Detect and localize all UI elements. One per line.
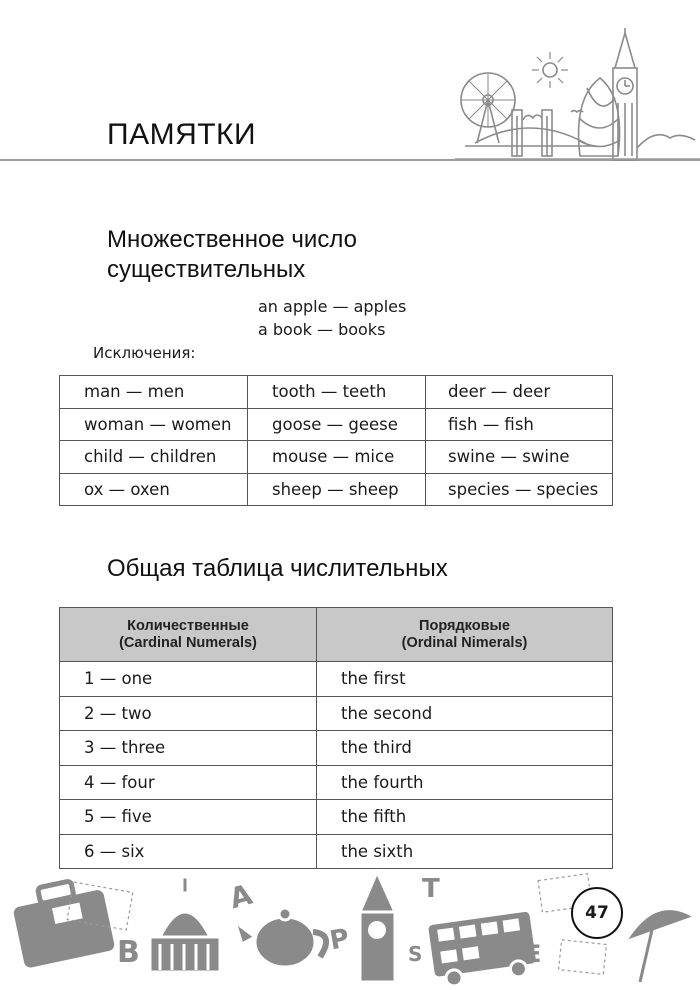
table-cell: 1 — one xyxy=(60,662,317,697)
table-cell: deer — deer xyxy=(426,376,613,409)
table-cell: fish — fish xyxy=(426,408,613,441)
capitol-building-icon xyxy=(150,877,220,972)
table-cell: species — species xyxy=(426,473,613,506)
decorative-letter: A xyxy=(226,877,256,916)
page-title: ПАМЯТКИ xyxy=(107,118,257,151)
table-row xyxy=(60,765,613,800)
umbrella-icon xyxy=(625,909,695,982)
table-row xyxy=(60,408,613,441)
decorative-letter: S xyxy=(408,942,423,966)
column-header-line: Количественные xyxy=(127,617,249,634)
column-header-line: (Cardinal Numerals) xyxy=(119,634,257,651)
suitcase-icon xyxy=(8,874,117,970)
plurals-heading-line2: существительных xyxy=(107,256,306,283)
table-cell: man — men xyxy=(60,376,248,409)
table-cell: swine — swine xyxy=(426,441,613,474)
table-cell: the third xyxy=(317,731,613,766)
table-cell: tooth — teeth xyxy=(248,376,426,409)
table-row xyxy=(60,662,613,697)
table-cell: ox — oxen xyxy=(60,473,248,506)
column-header-line: Порядковые xyxy=(419,617,510,634)
table-row xyxy=(60,800,613,835)
table-row xyxy=(60,731,613,766)
page-number: 47 xyxy=(571,887,623,939)
table-cell: 6 — six xyxy=(60,834,317,869)
plurals-heading xyxy=(107,225,357,285)
decorative-letter: E xyxy=(525,940,542,968)
table-cell: sheep — sheep xyxy=(248,473,426,506)
table-cell: the fifth xyxy=(317,800,613,835)
table-cell: woman — women xyxy=(60,408,248,441)
table-row xyxy=(60,473,613,506)
teapot-icon xyxy=(235,908,326,967)
bus-icon xyxy=(426,910,542,989)
plural-exceptions-table xyxy=(59,375,613,506)
table-cell: the first xyxy=(317,662,613,697)
plural-example: an apple — apples xyxy=(258,297,407,316)
numerals-heading: Общая таблица числительных xyxy=(107,555,448,582)
table-cell: 2 — two xyxy=(60,696,317,731)
column-header-ordinal xyxy=(317,608,613,662)
table-cell: child — children xyxy=(60,441,248,474)
table-cell: the second xyxy=(317,696,613,731)
table-cell: the sixth xyxy=(317,834,613,869)
numerals-table xyxy=(59,607,613,869)
table-cell: 5 — five xyxy=(60,800,317,835)
table-header-row xyxy=(60,608,613,662)
table-row xyxy=(60,376,613,409)
clock-tower-icon xyxy=(360,872,395,982)
column-header-cardinal xyxy=(60,608,317,662)
table-cell: mouse — mice xyxy=(248,441,426,474)
decorative-letter: P xyxy=(327,923,352,957)
table-cell: the fourth xyxy=(317,765,613,800)
decorative-letter: B xyxy=(117,935,140,970)
london-skyline-illustration xyxy=(455,28,700,168)
table-cell: goose — geese xyxy=(248,408,426,441)
column-header-line: (Ordinal Nimerals) xyxy=(401,634,528,651)
decorative-letter: T xyxy=(422,874,440,904)
table-cell: 3 — three xyxy=(60,731,317,766)
plural-example: a book — books xyxy=(258,320,386,339)
exceptions-label: Исключения: xyxy=(93,344,196,362)
plurals-heading-line1: Множественное число xyxy=(107,226,357,253)
table-row xyxy=(60,441,613,474)
table-cell: 4 — four xyxy=(60,765,317,800)
table-row xyxy=(60,696,613,731)
